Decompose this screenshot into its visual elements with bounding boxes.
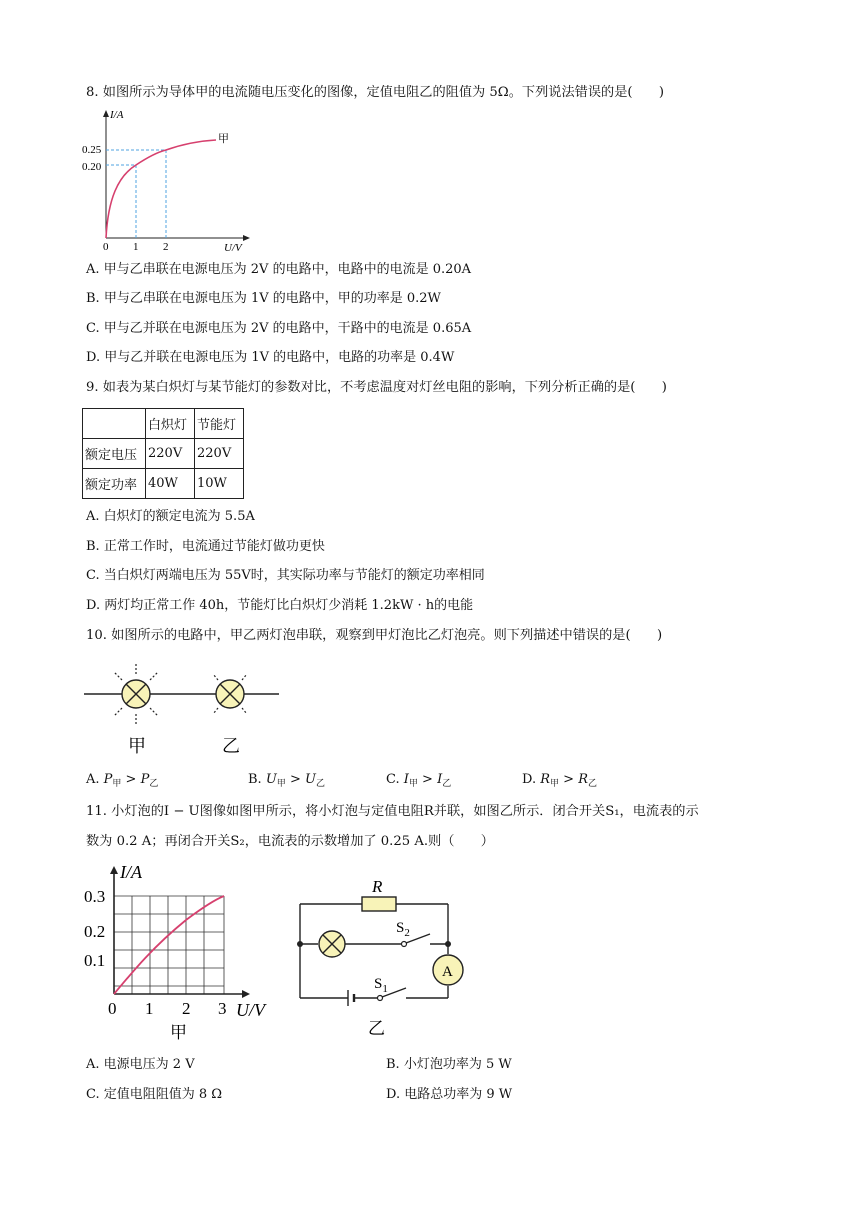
q10-bulbs-figure [84,656,284,756]
table-cell: 额定电压 [83,439,146,469]
table-header-incandescent: 白炽灯 [146,409,195,439]
q8-x-tick-2: 2 [163,241,169,252]
switch-s2-label: $S_2$ [396,920,410,939]
q9-option-c: C. 当白炽灯两端电压为 55V时，其实际功率与节能灯的额定功率相同 [86,568,485,583]
option-prefix: D. [522,772,541,787]
q11-graph-caption: 甲 [170,1023,187,1042]
option-sub: 乙 [315,779,325,789]
q8-y-tick-020: 0.20 [82,161,102,173]
switch-s1-label: $S_1$ [374,976,388,995]
q11-x-label: U/V [236,1000,265,1020]
q11-stem-line1: 11. 小灯泡的I − U图像如图甲所示，将小灯泡与定值电阻R并联，如图乙所示．闭合开关S₁，电流表的示 [86,804,699,819]
q8-x-label: U/V [224,242,242,252]
q8-y-tick-025: 0.25 [82,144,102,156]
q11-iu-graph [84,858,280,1042]
q9-option-a: A. 白炽灯的额定电流为 5.5A [86,509,255,524]
table-row [83,469,244,499]
q10-option-b [248,771,325,790]
q11-option-a: A. 电源电压为 2 V [86,1057,195,1072]
q8-stem: 8. 如图所示为导体甲的电流随电压变化的图像，定值电阻乙的阻值为 5Ω。下列说法错误的是( ) [86,85,665,100]
option-sub: 甲 [112,779,122,789]
table-cell: 220V [195,439,244,469]
battery-icon [348,990,354,1006]
option-var: I [437,772,443,787]
option-rel: > [121,772,141,787]
q10-option-c [386,771,451,790]
q9-spec-table [82,408,244,499]
q9-stem: 9. 如表为某白炽灯与某节能灯的参数对比，不考虑温度对灯丝电阻的影响，下列分析正确的是( ) [86,380,667,395]
q10-label-jia: 甲 [128,736,146,756]
q9-option-d: D. 两灯均正常工作 40h，节能灯比白炽灯少消耗 1.2kW · h的电能 [86,598,474,613]
svg-text:A: A [442,964,453,980]
option-sub: 乙 [442,779,452,789]
option-var: P [140,772,150,787]
q11-x-tick-0: 0 [108,999,117,1018]
option-var: R [540,772,551,787]
q11-y-tick-02: 0.2 [84,922,106,941]
ammeter-icon [433,955,463,985]
option-var: I [403,772,409,787]
q11-y-label: I/A [120,862,142,882]
table-row [83,439,244,469]
option-var: U [265,772,277,787]
option-prefix: A. [86,772,104,787]
q11-option-d: D. 电路总功率为 9 W [386,1087,513,1102]
q11-y-tick-03: 0.3 [84,887,106,906]
q11-circuit-diagram [290,872,476,1040]
q11-x-tick-2: 2 [182,999,191,1018]
q11-option-b: B. 小灯泡功率为 5 W [386,1057,512,1072]
q11-y-tick-01: 0.1 [84,951,106,970]
option-sub: 乙 [588,779,598,789]
table-cell: 40W [146,469,195,499]
table-header-blank [83,409,146,439]
option-sub: 乙 [149,779,159,789]
q10-stem: 10. 如图所示的电路中，甲乙两灯泡串联，观察到甲灯泡比乙灯泡亮。则下列描述中错误的是( ) [86,628,663,643]
q10-label-yi: 乙 [222,736,240,756]
option-var: P [103,772,113,787]
table-cell: 220V [146,439,195,469]
q8-option-c: C. 甲与乙并联在电源电压为 2V 的电路中，干路中的电流是 0.65A [86,321,472,336]
resistor-icon [362,897,396,911]
lamp-icon [319,931,345,957]
q11-x-tick-3: 3 [218,999,227,1018]
option-rel: > [285,772,305,787]
option-sub: 甲 [550,779,560,789]
q8-x-tick-0: 0 [103,241,109,252]
option-sub: 甲 [408,779,418,789]
q8-option-b: B. 甲与乙串联在电源电压为 1V 的电路中，甲的功率是 0.2W [86,291,441,306]
resistor-label: R [372,877,383,896]
q10-option-d [522,771,597,790]
q8-option-d: D. 甲与乙并联在电源电压为 1V 的电路中，电路的功率是 0.4W [86,350,455,365]
q10-option-a [86,771,158,790]
option-var: R [578,772,589,787]
q11-circuit-caption: 乙 [368,1019,385,1038]
option-sub: 甲 [276,779,286,789]
q8-x-tick-1: 1 [133,241,139,252]
table-cell: 10W [195,469,244,499]
table-header-energy-saving: 节能灯 [195,409,244,439]
q8-graph [78,104,258,252]
bulb-yi-icon [213,674,247,714]
option-prefix: B. [248,772,266,787]
option-var: U [304,772,316,787]
q11-stem-line2: 数为 0.2 A；再闭合开关S₂，电流表的示数增加了 0.25 A.则（ ） [86,834,494,849]
table-row [83,409,244,439]
q8-y-label: I/A [110,109,124,121]
option-rel: > [417,772,438,787]
q11-option-c: C. 定值电阻阻值为 8 Ω [86,1087,223,1102]
q8-curve-label: 甲 [218,133,229,145]
option-prefix: C. [386,772,404,787]
option-rel: > [559,772,579,787]
q8-option-a: A. 甲与乙串联在电源电压为 2V 的电路中，电路中的电流是 0.20A [86,262,472,277]
q11-x-tick-1: 1 [145,999,154,1018]
table-cell: 额定功率 [83,469,146,499]
q9-option-b: B. 正常工作时，电流通过节能灯做功更快 [86,539,325,554]
